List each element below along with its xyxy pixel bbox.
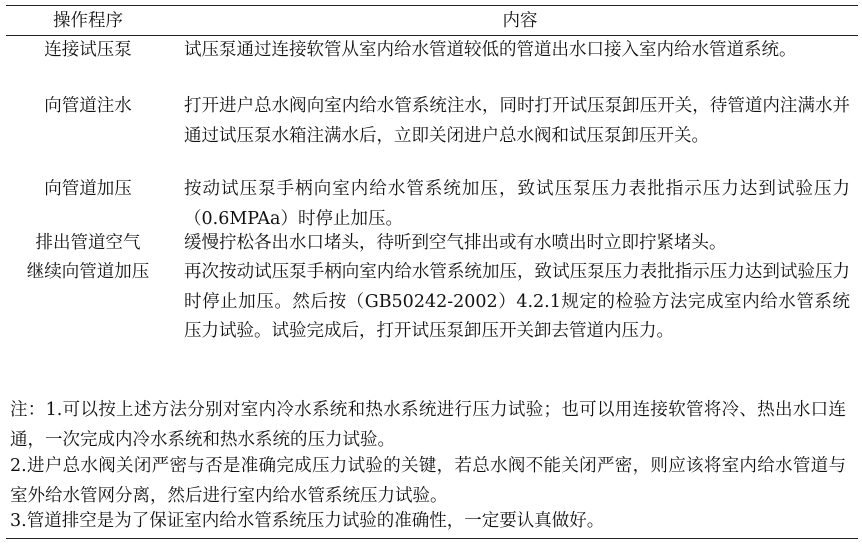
row-procedure: 向管道加压 xyxy=(44,179,132,199)
table-bottom-rule xyxy=(6,538,858,539)
row-content: 再次按动试压泵手柄向室内给水管系统加压，致试压泵压力表批指示压力达到试验压力时停止加压。然后按（GB50242-2002）4.2.1规定的检验方法完成室内给水管系统压力试验。试验完成后，打开试压泵卸压开关卸去管道内压力。 xyxy=(184,262,850,341)
row-content: 按动试压泵手柄向室内给水管系统加压，致试压泵压力表批指示压力达到试验压力（0.6MPAa）时停止加压。 xyxy=(184,179,850,229)
table-top-rule xyxy=(6,5,858,6)
row-procedure: 排出管道空气 xyxy=(35,233,141,253)
note-3: 3.管道排空是为了保证室内给水管系统压力试验的准确性，一定要认真做好。 xyxy=(10,511,605,531)
row-procedure: 向管道注水 xyxy=(44,96,132,116)
header-procedure: 操作程序 xyxy=(53,11,123,31)
row-content: 打开进户总水阀向室内给水管系统注水，同时打开试压泵卸压开关，待管道内注满水并通过试压泵水箱注满水后，立即关闭进户总水阀和试压泵卸压开关。 xyxy=(184,96,850,146)
header-content: 内容 xyxy=(502,11,538,31)
row-procedure: 连接试压泵 xyxy=(44,40,132,60)
row-content: 试压泵通过连接软管从室内给水管道较低的管道出水口接入室内给水管道系统。 xyxy=(184,40,797,60)
row-content: 缓慢拧松各出水口堵头，待听到空气排出或有水喷出时立即拧紧堵头。 xyxy=(184,233,727,253)
row-procedure: 继续向管道加压 xyxy=(26,262,150,282)
note-1: 注：1.可以按上述方法分别对室内冷水系统和热水系统进行压力试验；也可以用连接软管将冷、热出水口连通，一次完成内冷水系统和热水系统的压力试验。 xyxy=(10,400,846,450)
note-2: 2.进户总水阀关闭严密与否是准确完成压力试验的关键，若总水阀不能关闭严密，则应该将室内给水管道与室外给水管网分离，然后进行室内给水管系统压力试验。 xyxy=(10,456,846,506)
